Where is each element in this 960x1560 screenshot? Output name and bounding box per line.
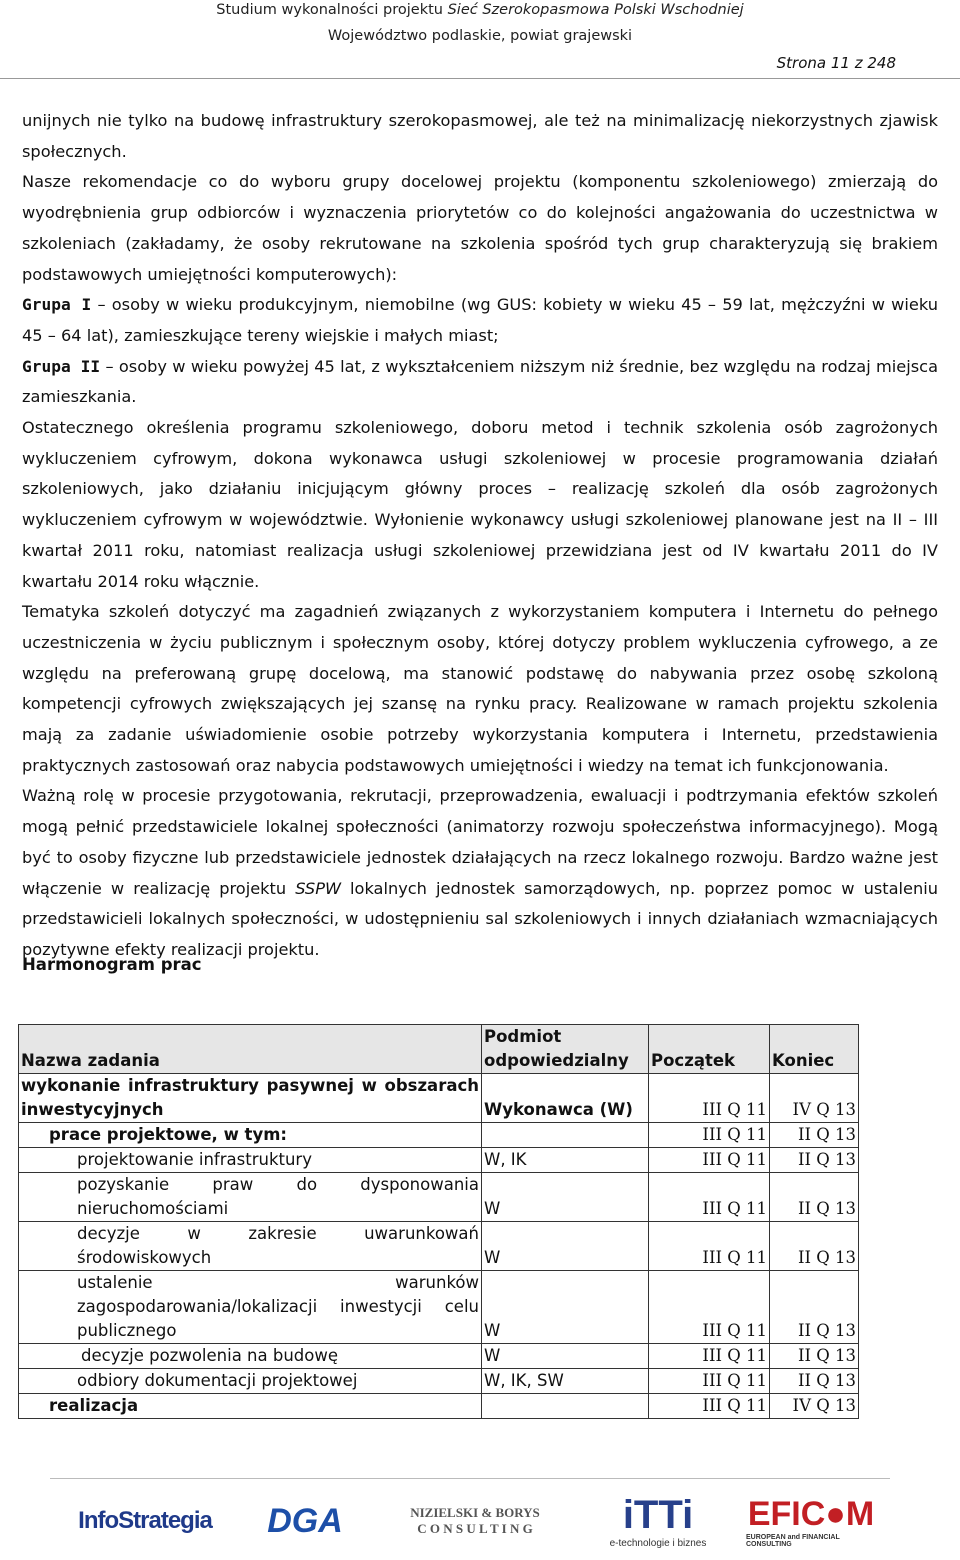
col-header-end: Koniec xyxy=(770,1025,859,1074)
task-entity: W, IK, SW xyxy=(482,1369,649,1394)
paragraph-5-part-a: Ważną rolę w procesie przygotowania, rekrutacji, przeprowadzenia, ewaluacji i podtrzymania efektów szkoleń mogą pełnić przedstawiciele lokalnej społeczności (animatorzy rozwoju społeczeństwa informacyjnego). Mogą być to osoby fizyczne lub przedstawiciele jednostek działających na rzecz lokalnego rozwoju. Bardzo ważne jest włączenie w realizację projektu xyxy=(22,786,938,898)
task-name-text: wykonanie infrastruktury pasywnej w obszarach inwestycyjnych xyxy=(21,1076,479,1119)
paragraph-5-sspw: SSPW xyxy=(295,878,341,898)
paragraph-1: unijnych nie tylko na budowę infrastruktury szerokopasmowej, ale też na minimalizację niekorzystnych zjawisk społecznych. xyxy=(22,111,938,161)
header-rule xyxy=(0,78,960,79)
eficom-name: EFIC●M xyxy=(747,1494,875,1533)
task-name-text: decyzje w zakresie uwarunkowań środowiskowych xyxy=(77,1224,479,1267)
task-start: III Q 11 xyxy=(649,1344,770,1369)
eficom-tagline: EUROPEAN and FINANCIAL CONSULTING xyxy=(746,1533,840,1548)
task-end: II Q 13 xyxy=(770,1271,859,1344)
task-end: II Q 13 xyxy=(770,1369,859,1394)
group-2-label: Grupa II xyxy=(22,356,101,376)
group-2 xyxy=(22,352,938,413)
task-entity: W xyxy=(482,1344,649,1369)
eficom-logo xyxy=(746,1493,876,1549)
table-row xyxy=(19,1394,859,1419)
col-header-task: Nazwa zadania xyxy=(19,1025,482,1074)
harmonogram-table xyxy=(18,1024,859,1419)
task-end: IV Q 13 xyxy=(770,1394,859,1419)
group-2-text: – osoby w wieku powyżej 45 lat, z wykształceniem niższym niż średnie, bez względu na rodzaj miejsca zamieszkania. xyxy=(22,356,938,407)
header-title-project: Sieć Szerokopasmowa Polski Wschodniej xyxy=(447,2,744,18)
task-start: III Q 11 xyxy=(649,1123,770,1148)
task-end: II Q 13 xyxy=(770,1173,859,1222)
group-1 xyxy=(22,290,938,351)
task-entity: W xyxy=(482,1222,649,1271)
task-start: III Q 11 xyxy=(649,1148,770,1173)
task-name: projektowanie infrastruktury xyxy=(19,1148,482,1173)
task-entity xyxy=(482,1394,649,1419)
nizielski-borys-name: NIZIELSKI & BORYS xyxy=(410,1505,540,1520)
infostrategia-logo: InfoStrategia xyxy=(78,1507,212,1534)
task-entity: W xyxy=(482,1173,649,1222)
task-end: II Q 13 xyxy=(770,1123,859,1148)
group-1-label: Grupa I xyxy=(22,295,92,315)
paragraph-3: Ostatecznego określenia programu szkoleniowego, doboru metod i technik szkolenia osób zagrożonych wykluczeniem cyfrowym, dokona wykonawca usługi szkoleniowej w procesie programowania działań szkoleniowych, jako działaniu inicjującym główny proces – realizację szkoleń dla osób zagrożonych wykluczeniem cyfrowym w województwie. Wyłonienie wykonawcy usługi szkoleniowej planowane jest na II – III kwartał 2011 roku, natomiast realizacja usługi szkoleniowej przewidziana jest od IV kwartału 2011 do IV kwartału 2014 roku włącznie. xyxy=(22,418,938,591)
paragraph-4: Tematyka szkoleń dotyczyć ma zagadnień związanych z wykorzystaniem komputera i Internetu do pełnego uczestniczenia w życiu publicznym i społecznym osoby, której dotyczy problem wykluczenia cyfrowego, a ze względu na preferowaną grupę docelową, ma stanowić podstawę do nabywania przez osobę szkoloną kompetencji cyfrowych zwiększających jej szansę na rynku pracy. Realizowane w ramach projektu szkolenia mają za zadanie uświadomienie osobie potrzeby wykorzystania komputera i Internetu, przedstawienia praktycznych zastosowań oraz nabycia podstawowych umiejętności i wiedzy na temat ich funkcjonowania. xyxy=(22,602,938,775)
task-entity: W xyxy=(482,1271,649,1344)
paragraph-2: Nasze rekomendacje co do wyboru grupy docelowej projektu (komponentu szkoleniowego) zmierzają do wyodrębnienia grup odbiorców i wyznaczenia priorytetów co do kolejności angażowania do uczestnictwa w szkoleniach (zakładamy, że osoby rekrutowane na szkolenia spośród tych grup charakteryzują się brakiem podstawowych umiejętności komputerowych): xyxy=(22,172,938,284)
page-number: Strona 11 z 248 xyxy=(776,54,896,72)
table-row xyxy=(19,1173,859,1222)
task-name-text: ustalenie warunków zagospodarowania/lokalizacji inwestycji celu publicznego xyxy=(77,1273,479,1340)
itti-tagline: e-technologie i biznes xyxy=(609,1538,707,1549)
task-end: II Q 13 xyxy=(770,1222,859,1271)
task-start: III Q 11 xyxy=(649,1271,770,1344)
task-name xyxy=(19,1271,482,1344)
task-entity: W, IK xyxy=(482,1148,649,1173)
task-entity: Wykonawca (W) xyxy=(482,1074,649,1123)
page-header xyxy=(0,0,960,80)
table-row xyxy=(19,1344,859,1369)
table-row xyxy=(19,1123,859,1148)
table-row xyxy=(19,1369,859,1394)
table-header-row xyxy=(19,1025,859,1074)
col-header-entity: Podmiot odpowiedzialny xyxy=(482,1025,649,1074)
task-start: III Q 11 xyxy=(649,1369,770,1394)
task-start: III Q 11 xyxy=(649,1074,770,1123)
task-end: IV Q 13 xyxy=(770,1074,859,1123)
table-row xyxy=(19,1222,859,1271)
document-body xyxy=(22,106,938,966)
task-start: III Q 11 xyxy=(649,1173,770,1222)
nizielski-borys-consulting: C O N S U L T I N G xyxy=(417,1521,533,1536)
header-subtitle: Województwo podlaskie, powiat grajewski xyxy=(327,28,633,44)
task-end: II Q 13 xyxy=(770,1148,859,1173)
nizielski-borys-logo xyxy=(400,1493,550,1549)
itti-name: iTTi xyxy=(622,1493,694,1537)
group-1-text: – osoby w wieku produkcyjnym, niemobilne (wg GUS: kobiety w wieku 45 – 59 lat, mężczyźni w wieku 45 – 64 lat), zamieszkujące tereny wiejskie i małych miast; xyxy=(22,295,938,345)
paragraph-5-part-b: lokalnych jednostek samorządowych, np. poprzez pomoc w ustaleniu przedstawicieli lokalnych społeczności, w udostępnieniu sal szkoleniowych i innych działaniach wzmacniających pozytywne efekty realizacji projektu. xyxy=(22,878,938,959)
table-row xyxy=(19,1271,859,1344)
task-entity xyxy=(482,1123,649,1148)
col-header-start: Początek xyxy=(649,1025,770,1074)
task-name xyxy=(19,1074,482,1123)
harmonogram-heading: Harmonogram prac xyxy=(22,955,202,974)
task-name: prace projektowe, w tym: xyxy=(19,1123,482,1148)
task-name: odbiory dokumentacji projektowej xyxy=(19,1369,482,1394)
table-row xyxy=(19,1074,859,1123)
table-row xyxy=(19,1148,859,1173)
paragraph-5 xyxy=(22,781,938,965)
header-title-prefix: Studium wykonalności projektu xyxy=(216,2,443,18)
task-name xyxy=(19,1173,482,1222)
dga-logo: DGA xyxy=(267,1501,343,1540)
task-name: decyzje pozwolenia na budowę xyxy=(19,1344,482,1369)
task-name: realizacja xyxy=(19,1394,482,1419)
task-start: III Q 11 xyxy=(649,1394,770,1419)
task-end: II Q 13 xyxy=(770,1344,859,1369)
footer-logos xyxy=(50,1478,890,1559)
itti-logo xyxy=(598,1493,718,1549)
task-start: III Q 11 xyxy=(649,1222,770,1271)
task-name xyxy=(19,1222,482,1271)
task-name-text: pozyskanie praw do dysponowania nieruchomościami xyxy=(77,1175,479,1218)
header-title xyxy=(0,2,960,18)
